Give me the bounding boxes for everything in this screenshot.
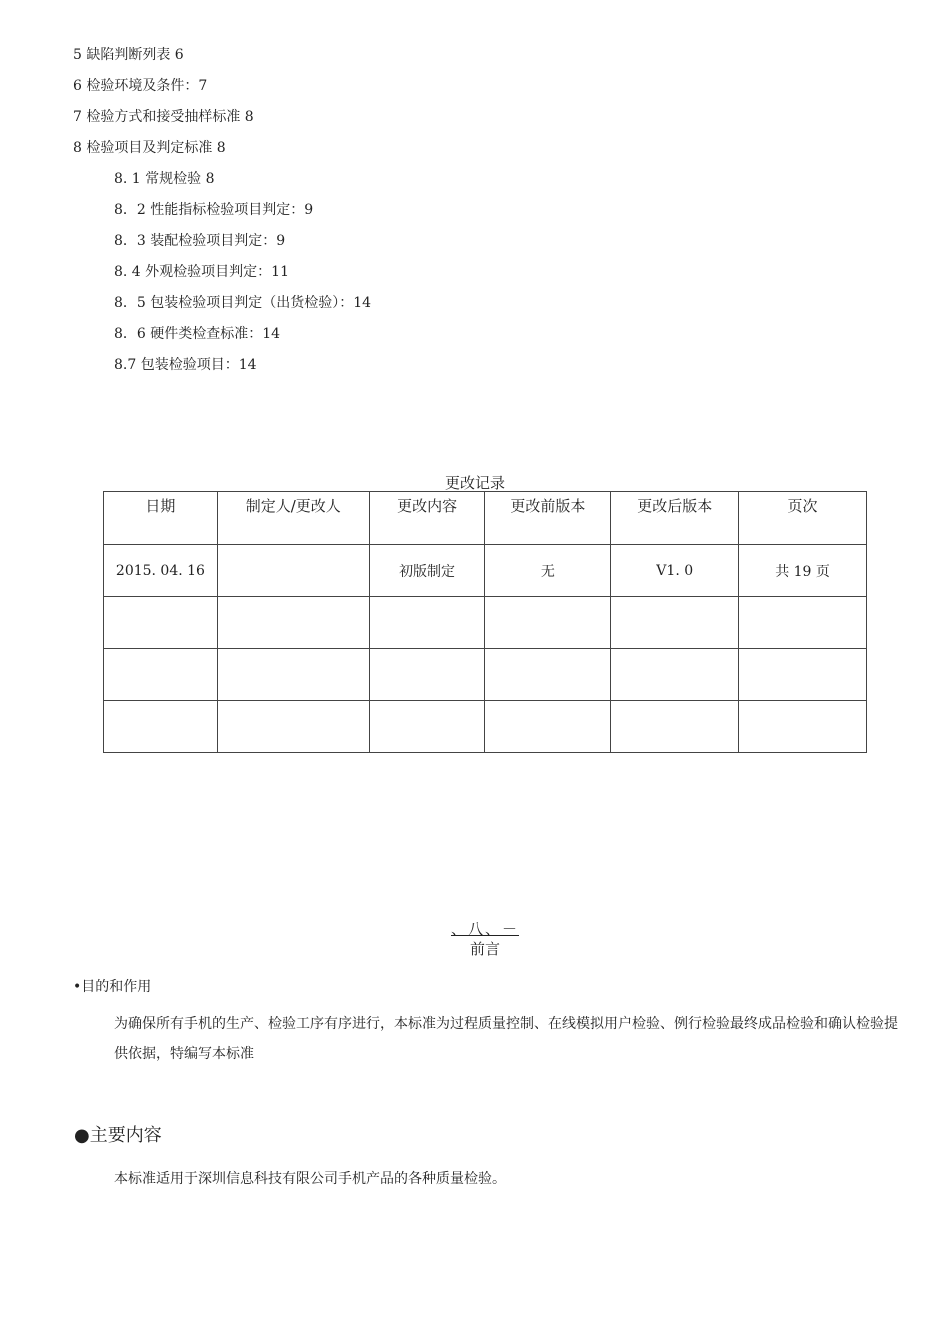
table-cell: 初版制定	[369, 545, 485, 597]
toc-item[interactable]: 5 缺陷判断列表 6	[73, 47, 184, 63]
toc-item[interactable]: 8．5 包装检验项目判定（出货检验）：14	[114, 295, 372, 311]
table-cell	[104, 597, 218, 649]
table-cell	[369, 649, 485, 701]
table-row	[104, 701, 867, 753]
main-content-heading	[74, 1121, 162, 1147]
table-caption: 更改记录	[444, 474, 505, 492]
table-cell	[369, 597, 485, 649]
toc-item[interactable]: 8．3 装配检验项目判定：9	[114, 233, 286, 249]
preface-title: 前言	[469, 940, 500, 958]
toc-item[interactable]: 6 检验环境及条件：7	[73, 78, 208, 94]
table-cell	[611, 701, 739, 753]
table-cell	[217, 545, 369, 597]
header-new-version: 更改后版本	[611, 492, 739, 545]
table-cell	[485, 701, 611, 753]
purpose-heading	[73, 976, 151, 996]
table-cell: 无	[485, 545, 611, 597]
bullet-icon: •	[73, 979, 82, 995]
table-cell	[739, 701, 867, 753]
table-cell	[611, 597, 739, 649]
table-cell	[104, 701, 218, 753]
toc-item[interactable]: 8 检验项目及判定标准 8	[73, 140, 226, 156]
toc-item[interactable]: 8．6 硬件类检查标准：14	[114, 326, 281, 342]
toc-item[interactable]: 8. 1 常规检验 8	[114, 171, 215, 187]
toc-item[interactable]: 8. 4 外观检验项目判定：11	[114, 264, 289, 280]
table-cell	[104, 649, 218, 701]
revision-table	[103, 491, 867, 753]
table-cell	[217, 649, 369, 701]
table-cell: 共 19 页	[739, 545, 867, 597]
toc-item[interactable]: 7 检验方式和接受抽样标准 8	[73, 109, 254, 125]
main-content-heading-text: 主要内容	[89, 1125, 162, 1146]
toc-item[interactable]: 8.7 包装检验项目：14	[114, 357, 257, 373]
header-prev-version: 更改前版本	[485, 492, 611, 545]
purpose-heading-text: 目的和作用	[81, 979, 152, 995]
main-content-paragraph: 本标准适用于深圳信息科技有限公司手机产品的各种质量检验。	[114, 1171, 506, 1187]
preface-marker: 、八、－	[450, 920, 519, 938]
table-cell: 2015. 04. 16	[104, 545, 218, 597]
header-change: 更改内容	[369, 492, 485, 545]
table-cell	[739, 649, 867, 701]
table-cell: V1. 0	[611, 545, 739, 597]
table-header-row	[104, 492, 867, 545]
table-row	[104, 597, 867, 649]
table-cell	[217, 597, 369, 649]
header-date: 日期	[104, 492, 218, 545]
table-cell	[485, 649, 611, 701]
table-cell	[217, 701, 369, 753]
toc-item[interactable]: 8．2 性能指标检验项目判定：9	[114, 202, 314, 218]
header-pages: 页次	[739, 492, 867, 545]
header-author: 制定人/更改人	[217, 492, 369, 545]
table-cell	[369, 701, 485, 753]
table-row	[104, 649, 867, 701]
purpose-paragraph: 为确保所有手机的生产、检验工序有序进行，本标准为过程质量控制、在线模拟用户检验、例行检验最终成品检验和确认检验提供依据，特编写本标准	[114, 1016, 898, 1062]
table-cell	[485, 597, 611, 649]
bullet-icon: ●	[74, 1125, 90, 1146]
table-cell	[611, 649, 739, 701]
table-row	[104, 545, 867, 597]
table-cell	[739, 597, 867, 649]
